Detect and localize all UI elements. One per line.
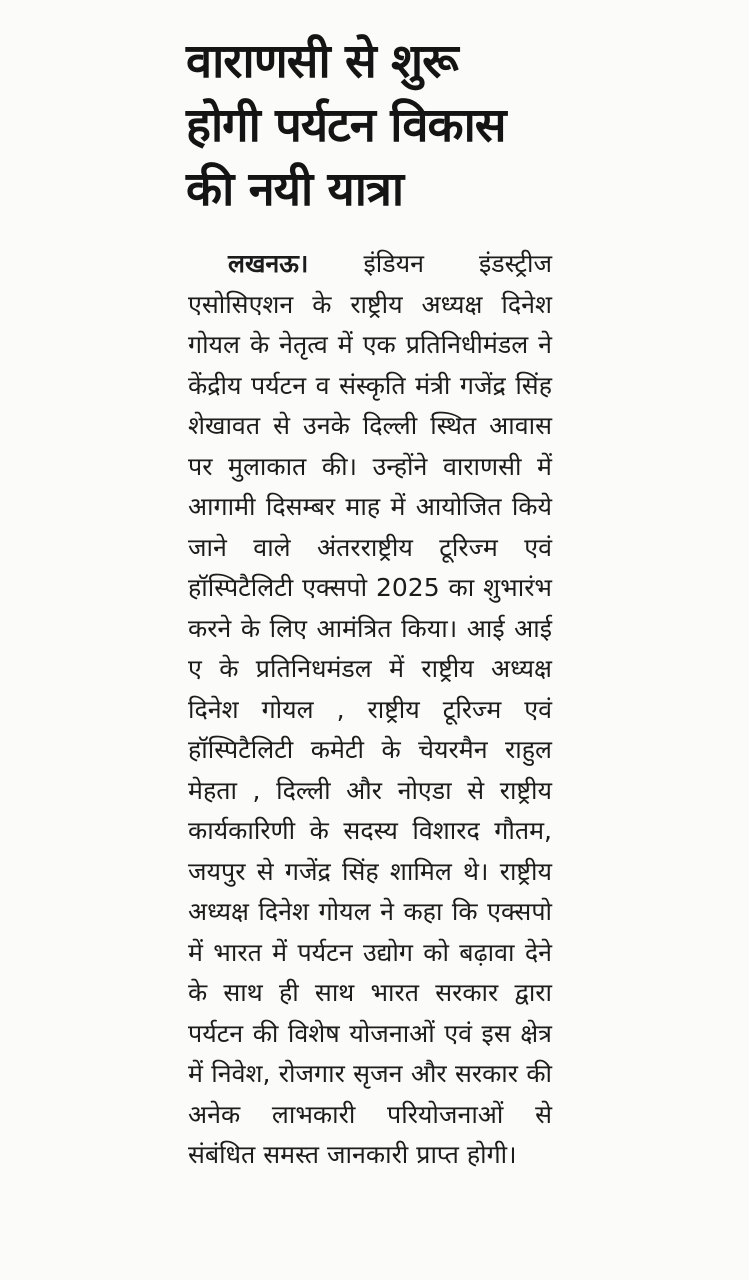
- dateline: लखनऊ।: [228, 249, 309, 278]
- headline-line-1: वाराणसी से शुरू: [186, 34, 458, 89]
- headline-line-2: होगी पर्यटन विकास: [186, 98, 506, 153]
- article-body-text: इंडियन इंडस्ट्रीज एसोसिएशन के राष्ट्रीय अध्यक्ष दिनेश गोयल के नेतृत्व में एक प्रतिनिधीमंडल ने केंद्रीय पर्यटन व संस्कृति मंत्री गजेंद्र सिंह शेखावत से उनके दिल्ली स्थित आवास पर मुलाकात की। उन्होंने वाराणसी में आगामी दिसम्बर माह में आयोजित किये जाने वाले अंतरराष्ट्रीय टूरिज्म एवं हॉस्पिटैलिटी एक्सपो 2025 का शुभारंभ करने के लिए आमंत्रित किया। आई आई ए के प्रतिनिधमंडल में राष्ट्रीय अध्यक्ष दिनेश गोयल , राष्ट्रीय टूरिज्म एवं हॉस्पिटैलिटी कमेटी के चेयरमैन राहुल मेहता , दिल्ली और नोएडा से राष्ट्रीय कार्यकारिणी के सदस्य विशारद गौतम, जयपुर से गजेंद्र सिंह शामिल थे। राष्ट्रीय अध्यक्ष दिनेश गोयल ने कहा कि एक्सपो में भारत में पर्यटन उद्योग को बढ़ावा देने के साथ ही साथ भारत सरकार द्वारा पर्यटन की विशेष योजनाओं एवं इस क्षेत्र में निवेश, रोजगार सृजन और सरकार की अनेक लाभकारी परियोजनाओं से संबंधित समस्त जानकारी प्राप्त होगी।: [188, 249, 553, 1169]
- article-body: [188, 244, 552, 1176]
- headline-line-3: की नयी यात्रा: [186, 162, 404, 217]
- headline: [186, 30, 586, 222]
